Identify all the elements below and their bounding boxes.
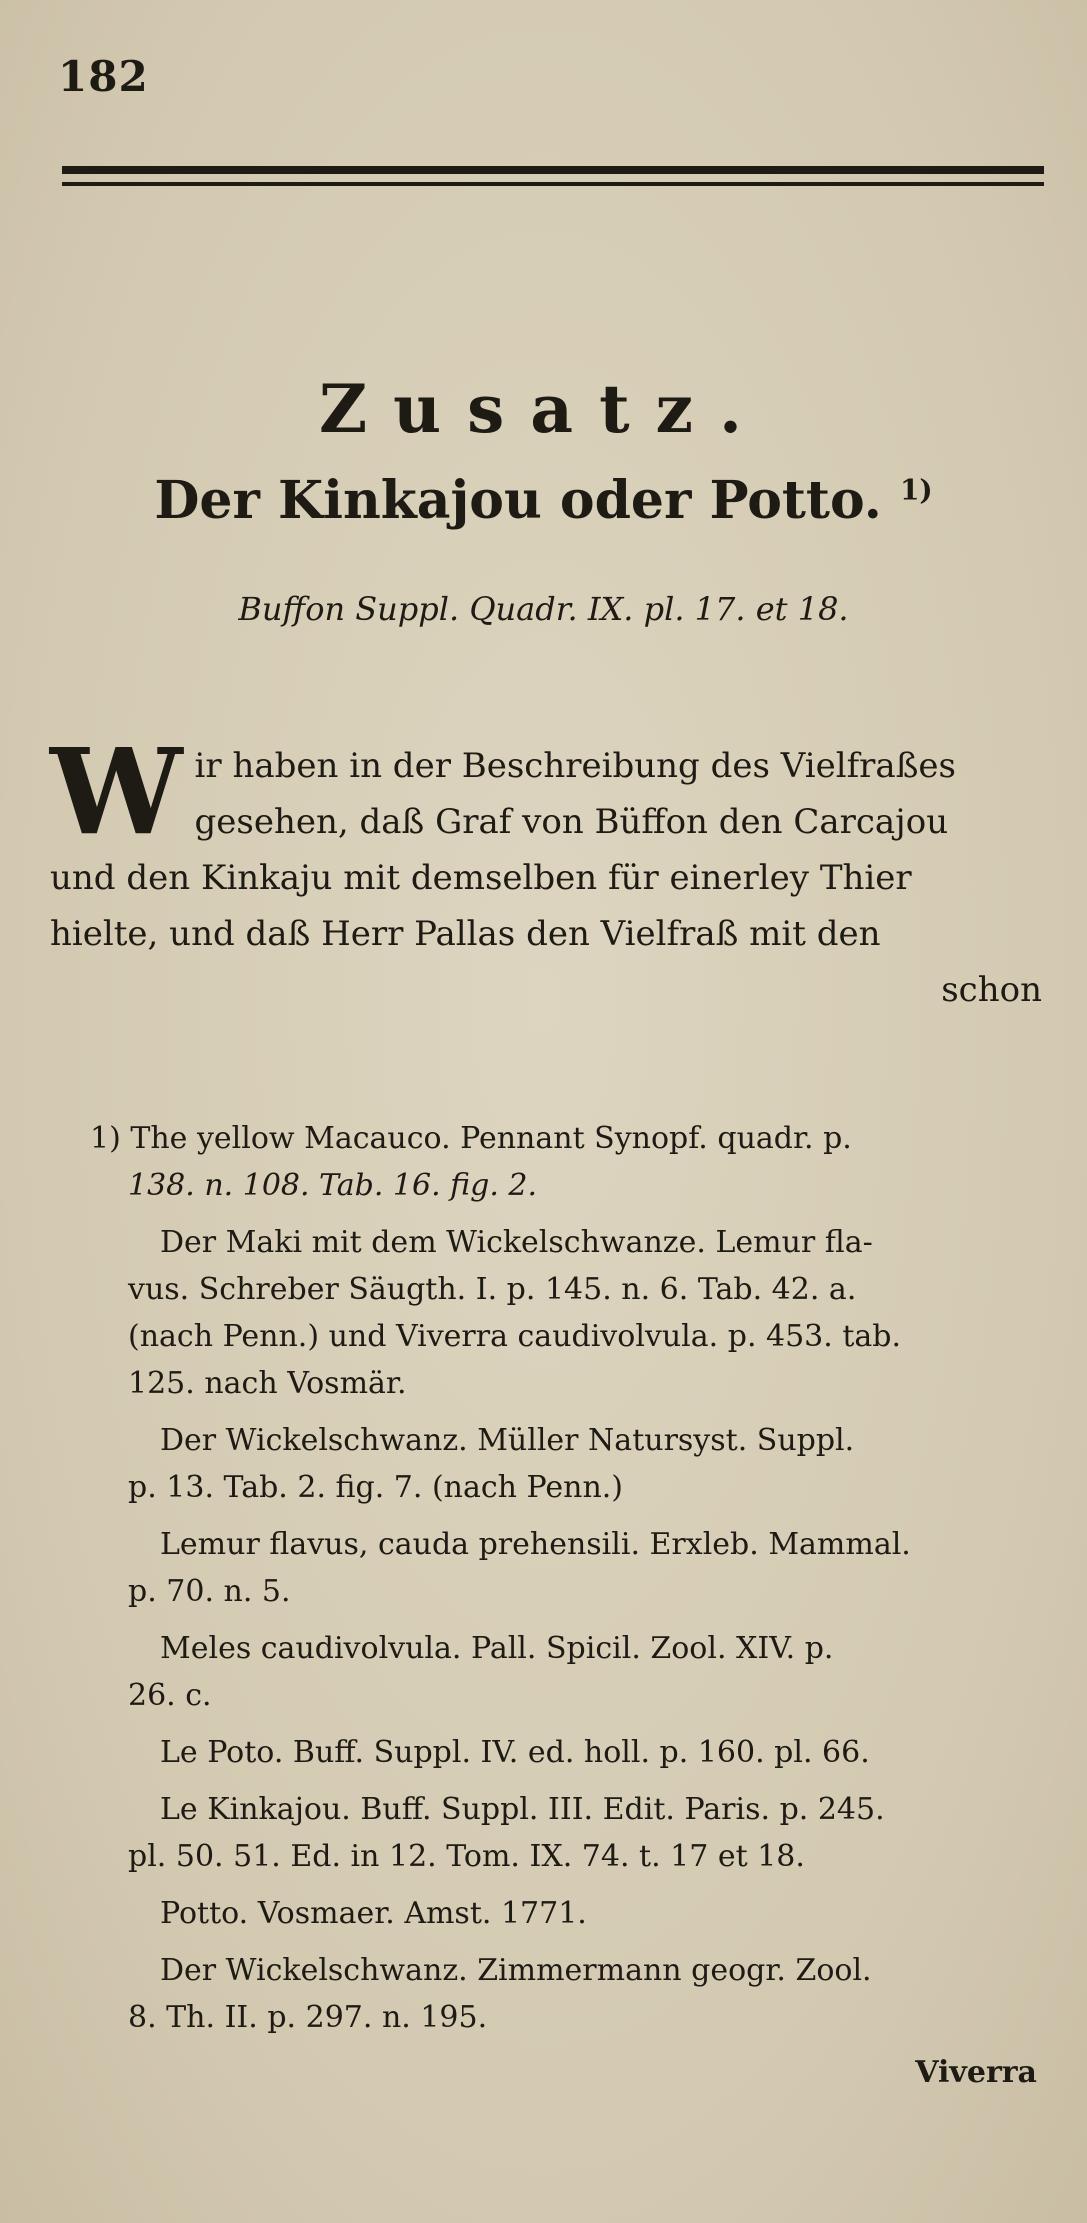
body-line: hielte, und daß Herr Pallas den Vielfraß mit den bbox=[50, 914, 881, 954]
source-reference: Buffon Suppl. Quadr. IX. pl. 17. et 18. bbox=[238, 590, 849, 628]
body-line: schon bbox=[941, 970, 1042, 1010]
footnote-line: (nach Penn.) und Viverra caudivolvula. p. 453. tab. bbox=[128, 1319, 902, 1354]
body-paragraph bbox=[50, 722, 1050, 1018]
footnote-line: Der Wickelschwanz. Müller Natursyst. Suppl. bbox=[160, 1423, 855, 1458]
page-number: 182 bbox=[58, 52, 149, 101]
footnote-entry bbox=[90, 1625, 1040, 1719]
body-line: und den Kinkaju mit demselben für einerley Thier bbox=[50, 858, 912, 898]
footnote-line: 26. c. bbox=[128, 1678, 212, 1713]
footnote-entry bbox=[90, 1947, 1040, 2041]
footnote-entry bbox=[90, 1115, 1040, 1209]
footnote-entry bbox=[90, 1521, 1040, 1615]
section-title-text: Der Kinkajou oder Potto. bbox=[154, 470, 882, 531]
footnote-entry bbox=[90, 1729, 1040, 1776]
footnote-line: 125. nach Vosmär. bbox=[128, 1366, 407, 1401]
footnote-line: Der Wickelschwanz. Zimmermann geogr. Zool. bbox=[160, 1953, 872, 1988]
section-heading: Zusatz. bbox=[318, 370, 769, 448]
footnote-line: p. 70. n. 5. bbox=[128, 1574, 291, 1609]
footnote-line: Le Kinkajou. Buff. Suppl. III. Edit. Paris. p. 245. bbox=[160, 1792, 885, 1827]
footnote-line: 1) The yellow Macauco. Pennant Synopf. quadr. p. bbox=[90, 1121, 852, 1156]
footnote-line: pl. 50. 51. Ed. in 12. Tom. IX. 74. t. 17 et 18. bbox=[128, 1839, 805, 1874]
catchword: Viverra bbox=[915, 2055, 1037, 2090]
body-line: ir haben in der Beschreibung des Vielfraßes bbox=[194, 746, 956, 786]
footnote-line: 8. Th. II. p. 297. n. 195. bbox=[128, 2000, 488, 2035]
footnote-entry bbox=[90, 1890, 1040, 1937]
footnote-line: Meles caudivolvula. Pall. Spicil. Zool. XIV. p. bbox=[160, 1631, 834, 1666]
footnote-entry bbox=[90, 1786, 1040, 1880]
header-rule-thick bbox=[62, 166, 1044, 174]
drop-capital: W bbox=[50, 722, 183, 861]
footnote-line: 138. n. 108. Tab. 16. fig. 2. bbox=[128, 1168, 538, 1203]
footnote-line: Potto. Vosmaer. Amst. 1771. bbox=[160, 1896, 587, 1931]
footnote-entry bbox=[90, 1219, 1040, 1407]
section-title bbox=[0, 470, 1087, 531]
footnote-line: Der Maki mit dem Wickelschwanze. Lemur fla- bbox=[160, 1225, 873, 1260]
footnote-line: p. 13. Tab. 2. fig. 7. (nach Penn.) bbox=[128, 1470, 624, 1505]
footnote-marker: 1) bbox=[899, 473, 933, 507]
footnote-line: Lemur flavus, cauda prehensili. Erxleb. Mammal. bbox=[160, 1527, 911, 1562]
footnote-line: vus. Schreber Säugth. I. p. 145. n. 6. Tab. 42. a. bbox=[128, 1272, 857, 1307]
footnote-line: Le Poto. Buff. Suppl. IV. ed. holl. p. 160. pl. 66. bbox=[160, 1735, 870, 1770]
footnotes bbox=[90, 1115, 1040, 2051]
footnote-entry bbox=[90, 1417, 1040, 1511]
header-rule-thin bbox=[62, 182, 1044, 186]
body-line: gesehen, daß Graf von Büffon den Carcajou bbox=[194, 802, 949, 842]
